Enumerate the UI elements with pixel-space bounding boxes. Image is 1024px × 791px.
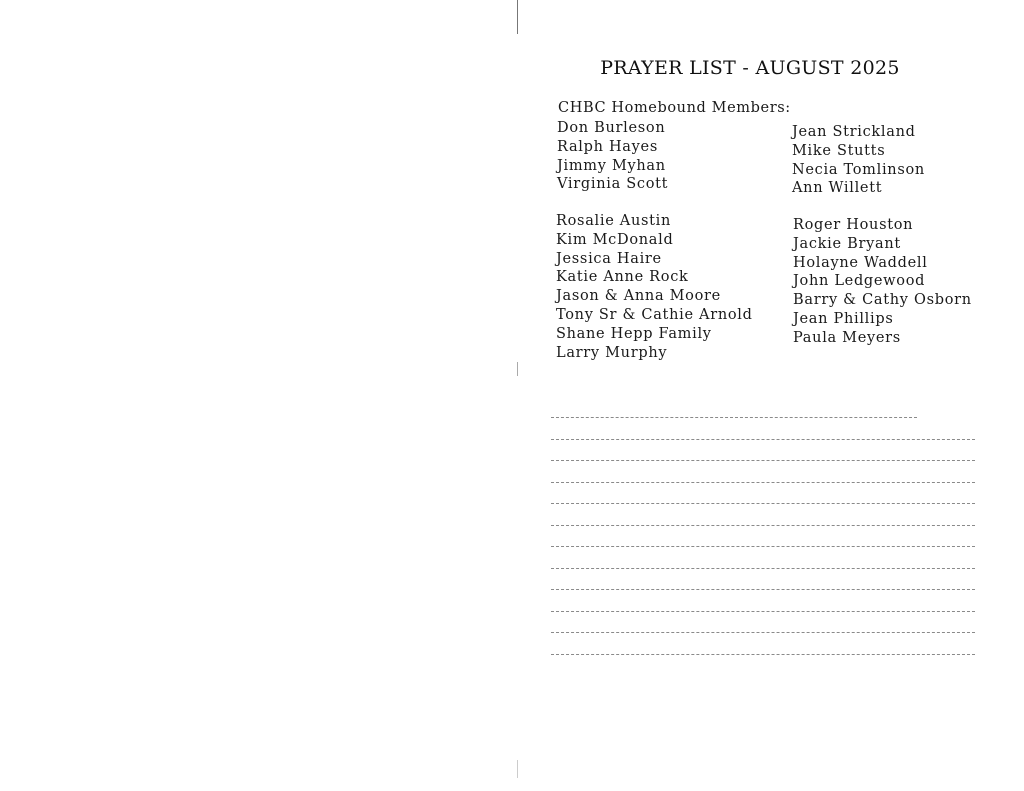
list-item: Jackie Bryant [793,235,901,252]
list-item: Holayne Waddell [793,254,928,271]
list-item: Jason & Anna Moore [556,288,721,305]
list-item: Paula Meyers [793,329,901,346]
prayer-list-left [556,212,753,362]
list-item: Katie Anne Rock [556,269,689,286]
blank-line [551,568,975,569]
list-item: John Ledgewood [793,273,926,290]
blank-line [551,417,917,418]
list-item: Shane Hepp Family [556,325,712,342]
prayer-list-right [793,216,972,348]
blank-line [551,632,975,633]
list-item: Jean Strickland [792,124,916,140]
homebound-heading: CHBC Homebound Members: [558,100,791,116]
list-item: Barry & Cathy Osborn [793,292,972,309]
fold-mark [517,0,518,34]
fold-mark [517,760,518,778]
fold-mark [517,362,518,376]
page-title: PRAYER LIST - AUGUST 2025 [600,57,900,79]
list-item: Roger Houston [793,217,914,233]
list-item: Virginia Scott [557,176,669,193]
list-item: Necia Tomlinson [792,161,925,178]
homebound-list-right [792,123,925,198]
blank-line [551,611,975,612]
list-item: Ralph Hayes [557,138,658,155]
homebound-list-left [557,119,668,194]
list-item: Jean Phillips [793,310,894,327]
list-item: Rosalie Austin [556,213,672,229]
list-item: Larry Murphy [556,344,668,361]
blank-line [551,654,975,655]
blank-line [551,503,975,504]
blank-line [551,482,975,483]
list-item: Jessica Haire [556,250,662,267]
blank-line [551,460,975,461]
blank-line [551,589,975,590]
list-item: Ann Willett [792,180,883,197]
blank-line [551,439,975,440]
list-item: Jimmy Myhan [557,157,666,174]
list-item: Tony Sr & Cathie Arnold [556,306,753,323]
list-item: Mike Stutts [792,142,886,159]
blank-note-lines [551,417,975,675]
blank-line [551,546,975,547]
list-item: Kim McDonald [556,231,674,248]
list-item: Don Burleson [557,120,666,136]
blank-line [551,525,975,526]
